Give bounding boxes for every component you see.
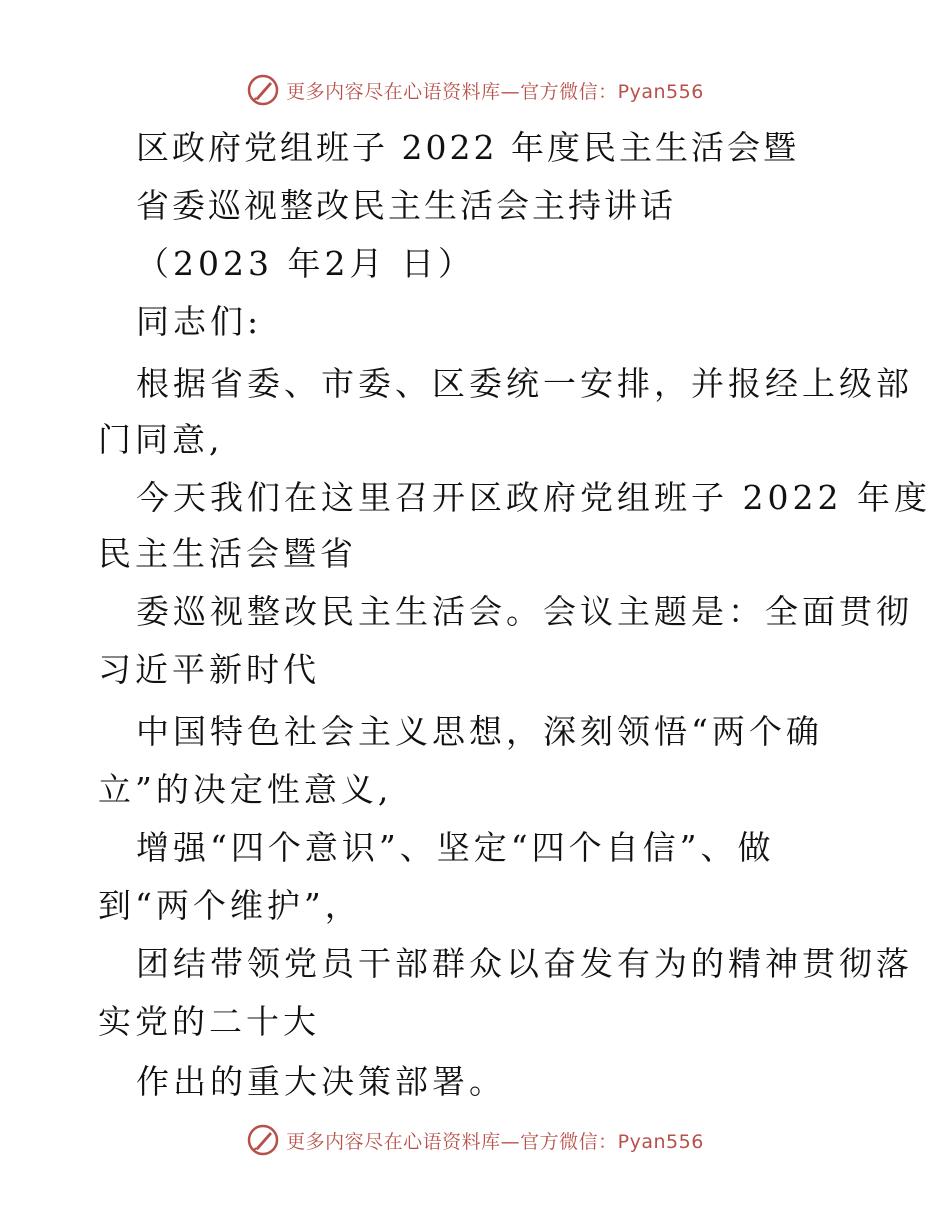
watermark-text: 更多内容尽在心语资料库—官方微信：Pyan556 bbox=[286, 80, 704, 103]
footer-watermark bbox=[0, 1120, 950, 1160]
paragraph-line: 团结带领党员干部群众以奋发有为的精神贯彻落 bbox=[136, 944, 913, 983]
paragraph-line: 习近平新时代 bbox=[98, 650, 320, 689]
paragraph-line: 民主生活会暨省 bbox=[98, 534, 357, 573]
paragraph-line: 增强“四个意识”、坚定“四个自信”、做 bbox=[136, 828, 775, 867]
quill-pen-logo-icon bbox=[246, 1123, 280, 1157]
quill-pen-logo-icon bbox=[246, 73, 280, 107]
paragraph-line: 委巡视整改民主生活会。会议主题是：全面贯彻 bbox=[136, 592, 913, 631]
paragraph-line: 根据省委、市委、区委统一安排，并报经上级部 bbox=[136, 364, 913, 403]
paragraph-line: 作出的重大决策部署。 bbox=[136, 1062, 506, 1101]
paragraph-line: 到“两个维护”， bbox=[98, 886, 362, 925]
paragraph-line: 门同意, bbox=[98, 420, 224, 459]
paragraph-line: 中国特色社会主义思想，深刻领悟“两个确 bbox=[136, 712, 823, 751]
document-title-line-2: 省委巡视整改民主生活会主持讲话 bbox=[136, 186, 676, 225]
document-date: （2023 年2月 日） bbox=[136, 244, 475, 283]
paragraph-line: 今天我们在这里召开区政府党组班子 2022 年度 bbox=[136, 478, 931, 517]
header-watermark bbox=[0, 70, 950, 110]
document-title-line-1: 区政府党组班子 2022 年度民主生活会暨 bbox=[136, 128, 799, 167]
paragraph-line: 实党的二十大 bbox=[98, 1002, 320, 1041]
watermark-text: 更多内容尽在心语资料库—官方微信：Pyan556 bbox=[286, 1130, 704, 1153]
salutation: 同志们: bbox=[136, 302, 263, 341]
paragraph-line: 立”的决定性意义, bbox=[98, 770, 393, 809]
